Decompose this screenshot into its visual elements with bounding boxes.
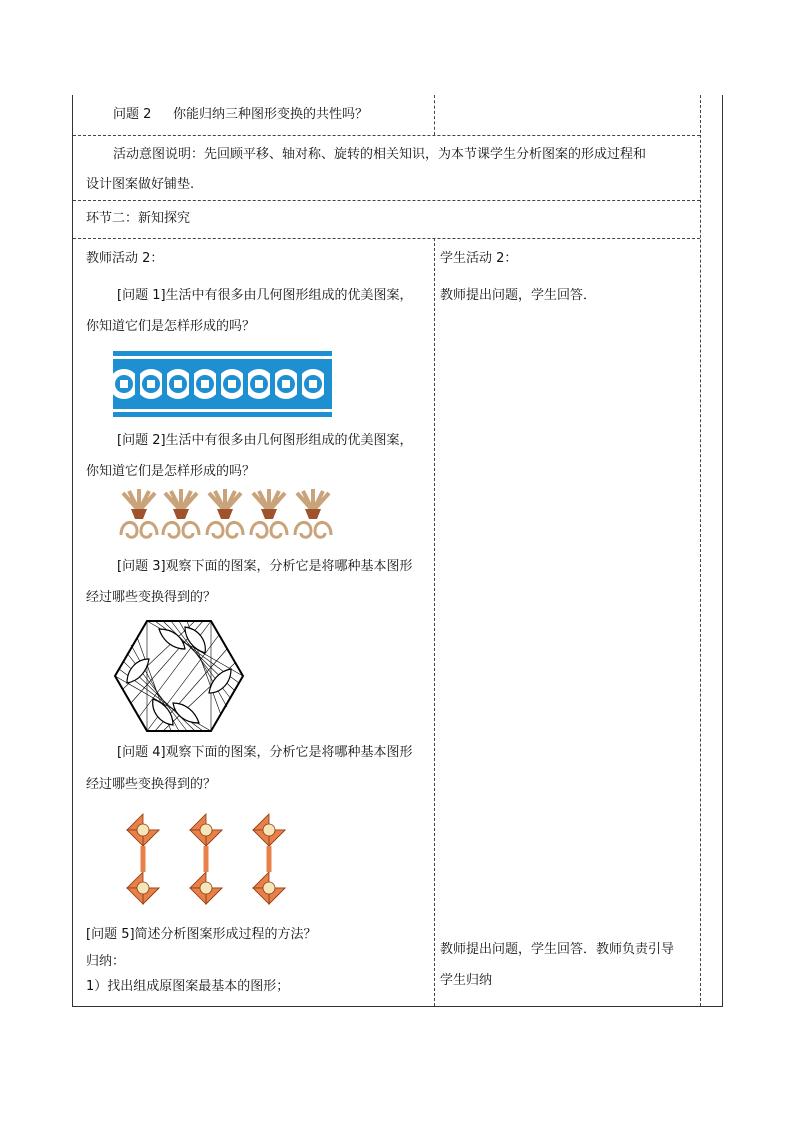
- student-answer-1: 教师提出问题，学生回答．: [440, 288, 597, 303]
- student-answer-2-line-2: 学生归纳: [440, 973, 493, 988]
- problem2-label: 问题 2: [113, 107, 152, 122]
- column-separator-main: [434, 238, 435, 1006]
- section2-title: 环节二：新知探究: [86, 211, 191, 226]
- summary-label: 归纳：: [86, 954, 126, 969]
- question4-line-1: [问题 4]观察下面的图案，分析它是将哪种基本图形: [117, 745, 413, 760]
- pinwheel-pattern-image: [113, 806, 299, 916]
- table-right-border: [722, 95, 723, 1007]
- table-left-border: [72, 95, 73, 1007]
- question1-line-1: [问题 1]生活中有很多由几何图形组成的优美图案，: [117, 288, 413, 303]
- summary-step-1: 1）找出组成原图案最基本的图形；: [86, 979, 290, 994]
- question5: [问题 5]简述分析图案形成过程的方法？: [86, 927, 317, 942]
- question2-line-1: [问题 2]生活中有很多由几何图形组成的优美图案，: [117, 433, 413, 448]
- table-bottom-border: [72, 1006, 723, 1007]
- question1-line-2: 你知道它们是怎样形成的吗？: [86, 319, 256, 334]
- blue-lattice-pattern-image: [113, 351, 332, 417]
- student-answer-2-line-1: 教师提出问题，学生回答．教师负责引导: [440, 942, 675, 957]
- teacher-heading: 教师活动 2：: [86, 251, 164, 266]
- question2-line-2: 你知道它们是怎样形成的吗？: [86, 464, 256, 479]
- hexagon-string-art-image: [113, 619, 245, 733]
- student-heading: 学生活动 2：: [440, 251, 518, 266]
- row-separator: [73, 200, 700, 201]
- intent-line-2: 设计图案做好铺垫.: [86, 177, 195, 192]
- column-separator-top: [434, 95, 435, 135]
- question3-line-1: [问题 3]观察下面的图案，分析它是将哪种基本图形: [117, 559, 413, 574]
- problem2-text: 你能归纳三种图形变换的共性吗？: [173, 107, 369, 122]
- palmette-frieze-image: [113, 489, 339, 547]
- row-separator: [73, 135, 700, 136]
- question4-line-2: 经过哪些变换得到的？: [86, 777, 217, 792]
- table-right-dashed: [700, 95, 701, 1006]
- question3-line-2: 经过哪些变换得到的？: [86, 590, 217, 605]
- intent-line-1: 活动意图说明：先回顾平移、轴对称、旋转的相关知识，为本节课学生分析图案的形成过程和: [113, 147, 647, 162]
- row-separator: [73, 238, 700, 239]
